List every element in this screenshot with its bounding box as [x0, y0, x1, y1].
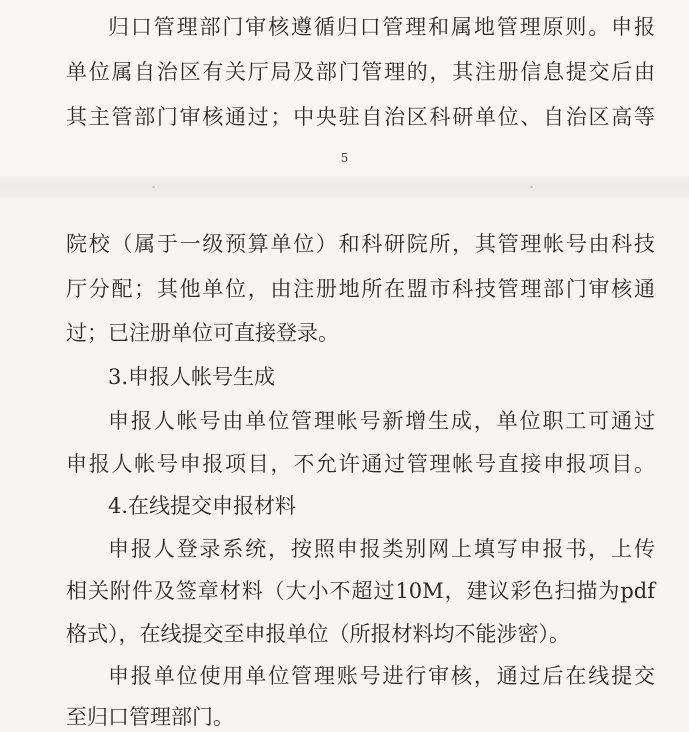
text-line: 格式），在线提交至申报单位（所报材料均不能涉密）。: [66, 622, 570, 646]
section-heading: 4.在线提交申报材料: [108, 494, 297, 518]
scan-speck: [530, 186, 533, 188]
page-number: 5: [340, 151, 349, 165]
scan-speck: [152, 186, 155, 188]
section-heading: 3.申报人帐号生成: [108, 365, 276, 389]
text-line: 院校（属于一级预算单位）和科研院所，其管理帐号由科技: [66, 232, 655, 256]
text-line: 相关附件及签章材料（大小不超过10M，建议彩色扫描为pdf: [66, 579, 655, 603]
text-line: 过；已注册单位可直接登录。: [66, 321, 339, 345]
text-line: 申报人帐号由单位管理帐号新增生成，单位职工可通过: [108, 409, 655, 433]
page-break: [0, 176, 689, 198]
text-line: 单位属自治区有关厅局及部门管理的，其注册信息提交后由: [66, 60, 655, 84]
text-line: 申报人帐号申报项目，不允许通过管理帐号直接申报项目。: [66, 452, 655, 476]
text-line: 申报人登录系统，按照申报类别网上填写申报书，上传: [108, 537, 655, 561]
text-line: 归口管理部门审核遵循归口管理和属地管理原则。申报: [108, 15, 655, 39]
text-line: 至归口管理部门。: [66, 705, 234, 729]
text-line: 其主管部门审核通过；中央驻自治区科研单位、自治区高等: [66, 105, 655, 129]
text-line: 申报单位使用单位管理账号进行审核，通过后在线提交: [108, 664, 655, 688]
text-line: 厅分配；其他单位，由注册地所在盟市科技管理部门审核通: [66, 277, 655, 301]
